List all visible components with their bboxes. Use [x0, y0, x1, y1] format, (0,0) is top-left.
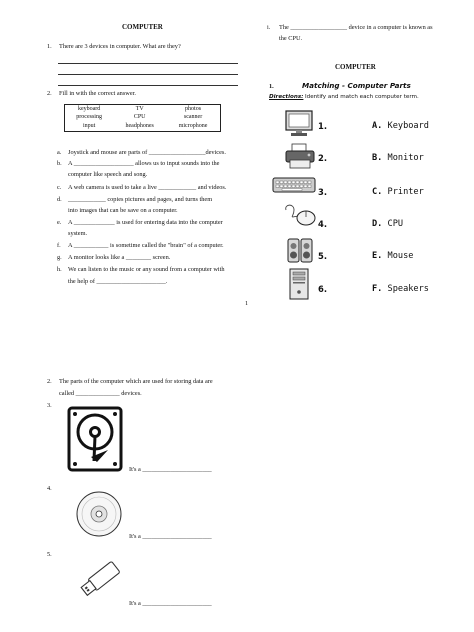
- fill-b-text-1: A ___________________ allows us to input sounds into the: [68, 160, 220, 167]
- item-5-answer[interactable]: It's a ______________________: [129, 600, 212, 607]
- fill-b-key: b.: [57, 160, 62, 167]
- q1-answer-line-2[interactable]: [58, 74, 238, 75]
- keyboard-icon: [272, 176, 316, 194]
- fill-c-key: c.: [57, 184, 62, 191]
- qi-text-2: the CPU.: [279, 35, 303, 42]
- word-bank-table: [64, 104, 221, 132]
- cpu-tower-icon: [288, 268, 310, 300]
- q1-text: There are 3 devices in computer. What are they?: [59, 43, 181, 50]
- fill-h-text-1: We can listen to the music or any sound from a computer with: [68, 266, 225, 273]
- word-bank-cell: TV: [135, 105, 144, 112]
- item-3-answer[interactable]: It's a ______________________: [129, 466, 212, 473]
- item-3-number: 3.: [47, 402, 52, 409]
- usb-flash-drive-icon: [78, 556, 128, 600]
- match-row-4-number: 4.: [318, 219, 328, 229]
- monitor-icon: [284, 108, 314, 138]
- matching-heading: Matching - Computer Parts: [302, 81, 411, 90]
- word-bank-cell: keyboard: [77, 105, 101, 112]
- word-bank-cell: microphone: [178, 122, 208, 129]
- fill-c-text: A web camera is used to take a live ____________ and videos.: [68, 184, 227, 191]
- word-bank-cell: CPU: [133, 114, 146, 121]
- fill-f-text: A ___________ is sometime called the "brain" of a computer.: [68, 242, 224, 249]
- q1-number: 1.: [47, 43, 52, 50]
- match-row-3-number: 3.: [318, 187, 328, 197]
- match-row-5-term: E. Mouse: [372, 251, 414, 261]
- fill-e-text-2: system.: [68, 230, 88, 237]
- match-row-3-term: C. Printer: [372, 187, 424, 197]
- q1-answer-line-3[interactable]: [58, 85, 238, 86]
- storage-q-text-1: The parts of the computer which are used for storing data are: [59, 378, 213, 385]
- q1-answer-line-1[interactable]: [58, 63, 238, 64]
- word-bank-cell: photos: [185, 105, 202, 112]
- left-title: COMPUTER: [122, 23, 163, 31]
- match-row-6-number: 6.: [318, 284, 328, 294]
- match-row-2-term: B. Monitor: [372, 153, 424, 163]
- q2-text: Fill in with the correct answer.: [59, 90, 136, 97]
- speakers-icon: [286, 237, 314, 265]
- mouse-icon: [282, 204, 318, 228]
- q2-number: 2.: [47, 90, 52, 97]
- fill-h-key: h.: [57, 266, 62, 273]
- match-row-2-number: 2.: [318, 153, 328, 163]
- word-bank-cell: headphones: [125, 122, 154, 129]
- match-row-1-term: A. Keyboard: [372, 121, 429, 131]
- cd-disc-icon: [75, 490, 123, 538]
- fill-d-text-1: ____________ copies pictures and pages, and turns them: [68, 196, 213, 203]
- fill-e-text-1: A _____________ is used for entering data into the computer: [68, 219, 223, 226]
- page-number: 1: [245, 300, 249, 307]
- qi-text-1: The __________________ device in a computer is known as: [279, 24, 433, 31]
- item-4-number: 4.: [47, 485, 52, 492]
- word-bank-cell: input: [82, 122, 96, 129]
- word-bank-cell: processing: [76, 114, 102, 121]
- fill-d-key: d.: [57, 196, 62, 203]
- directions-label: Directions:: [269, 94, 304, 100]
- hard-drive-icon: [66, 405, 124, 473]
- qi-key: i.: [267, 24, 271, 31]
- storage-q-number: 2.: [47, 378, 52, 385]
- fill-h-text-2: the help of ______________________.: [68, 278, 168, 285]
- fill-b-text-2: computer like speech and song.: [68, 171, 148, 178]
- fill-e-key: e.: [57, 219, 62, 226]
- match-row-1-number: 1.: [318, 121, 328, 131]
- right-title: COMPUTER: [335, 63, 376, 71]
- match-row-4-term: D. CPU: [372, 219, 404, 229]
- printer-icon: [284, 142, 316, 170]
- storage-q-text-2: called ______________ devices.: [59, 390, 142, 397]
- fill-g-key: g.: [57, 254, 62, 261]
- item-5-number: 5.: [47, 551, 52, 558]
- item-4-answer[interactable]: It's a ______________________: [129, 533, 212, 540]
- fill-d-text-2: into images that can be save on a computer.: [68, 207, 178, 214]
- fill-g-text: A monitor looks like a ________ screen.: [68, 254, 171, 261]
- fill-a-text: Joystick and mouse are parts of __________________devices.: [68, 149, 226, 156]
- match-row-6-term: F. Speakers: [372, 284, 429, 294]
- directions-text: Identify and match each computer term.: [305, 94, 419, 100]
- match-row-5-number: 5.: [318, 251, 328, 261]
- fill-f-key: f.: [57, 242, 61, 249]
- matching-number: 1.: [269, 83, 274, 90]
- fill-a-key: a.: [57, 149, 62, 156]
- word-bank-cell: scanner: [183, 114, 203, 121]
